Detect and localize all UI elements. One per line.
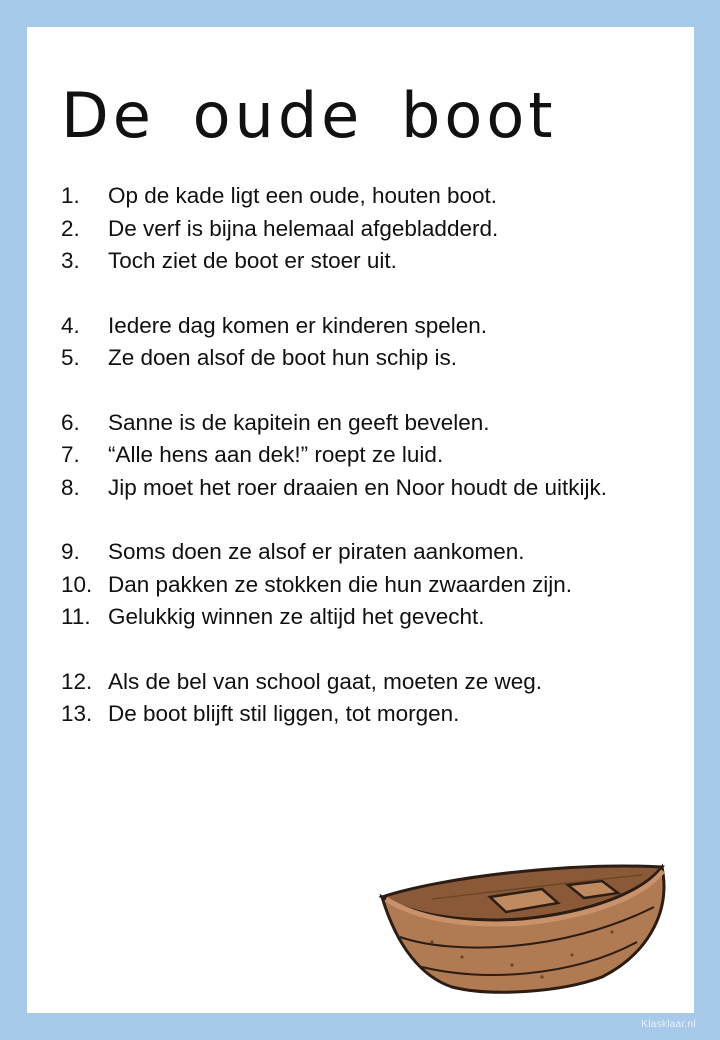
line-number: 8. xyxy=(61,474,80,500)
story-paragraph xyxy=(61,536,681,634)
line-number: 5. xyxy=(61,345,80,370)
line-number: 9. xyxy=(61,539,80,564)
numbered-line xyxy=(61,536,681,569)
numbered-line xyxy=(61,245,681,278)
numbered-line xyxy=(61,472,681,505)
line-number: 11. xyxy=(61,604,91,629)
line-text: Toch ziet de boot er stoer uit. xyxy=(108,248,397,273)
numbered-line xyxy=(61,439,681,472)
line-text: Jip moet het roer draaien en Noor houdt de uitkijk. xyxy=(108,474,608,500)
numbered-line xyxy=(61,180,681,213)
line-number: 2. xyxy=(61,215,80,241)
numbered-line xyxy=(61,666,681,699)
line-text: Gelukkig winnen ze altijd het gevecht. xyxy=(108,604,485,629)
line-number: 7. xyxy=(61,442,80,467)
line-number: 10. xyxy=(61,571,93,597)
line-text: Ze doen alsof de boot hun schip is. xyxy=(108,345,457,370)
line-number: 1. xyxy=(61,183,80,208)
worksheet-card xyxy=(27,27,694,1013)
numbered-line xyxy=(61,698,681,731)
numbered-line xyxy=(61,213,681,246)
numbered-line xyxy=(61,407,681,440)
story-paragraph xyxy=(61,310,681,375)
line-number: 12. xyxy=(61,668,93,694)
story-paragraph xyxy=(61,407,681,505)
line-number: 6. xyxy=(61,409,80,435)
line-text: Als de bel van school gaat, moeten ze weg. xyxy=(108,668,543,694)
story-paragraph xyxy=(61,180,681,278)
line-text: De verf is bijna helemaal afgebladderd. xyxy=(108,215,499,241)
footer-credit: Klasklaar.nl xyxy=(641,1019,696,1030)
page-title: De oude boot xyxy=(61,79,557,152)
line-text: Dan pakken ze stokken die hun zwaarden zijn. xyxy=(108,571,573,597)
line-text: De boot blijft stil liggen, tot morgen. xyxy=(108,701,460,726)
line-text: “Alle hens aan dek!” roept ze luid. xyxy=(108,442,444,467)
line-number: 3. xyxy=(61,248,80,273)
wooden-boat-illustration xyxy=(372,837,672,997)
numbered-line xyxy=(61,342,681,375)
line-text: Sanne is de kapitein en geeft bevelen. xyxy=(108,409,490,435)
story-paragraph xyxy=(61,666,681,731)
numbered-line xyxy=(61,601,681,634)
line-text: Iedere dag komen er kinderen spelen. xyxy=(108,312,487,338)
story-text xyxy=(61,180,681,763)
line-text: Op de kade ligt een oude, houten boot. xyxy=(108,183,498,208)
line-number: 4. xyxy=(61,312,80,338)
numbered-line xyxy=(61,569,681,602)
numbered-line xyxy=(61,310,681,343)
line-number: 13. xyxy=(61,701,93,726)
line-text: Soms doen ze alsof er piraten aankomen. xyxy=(108,539,525,564)
